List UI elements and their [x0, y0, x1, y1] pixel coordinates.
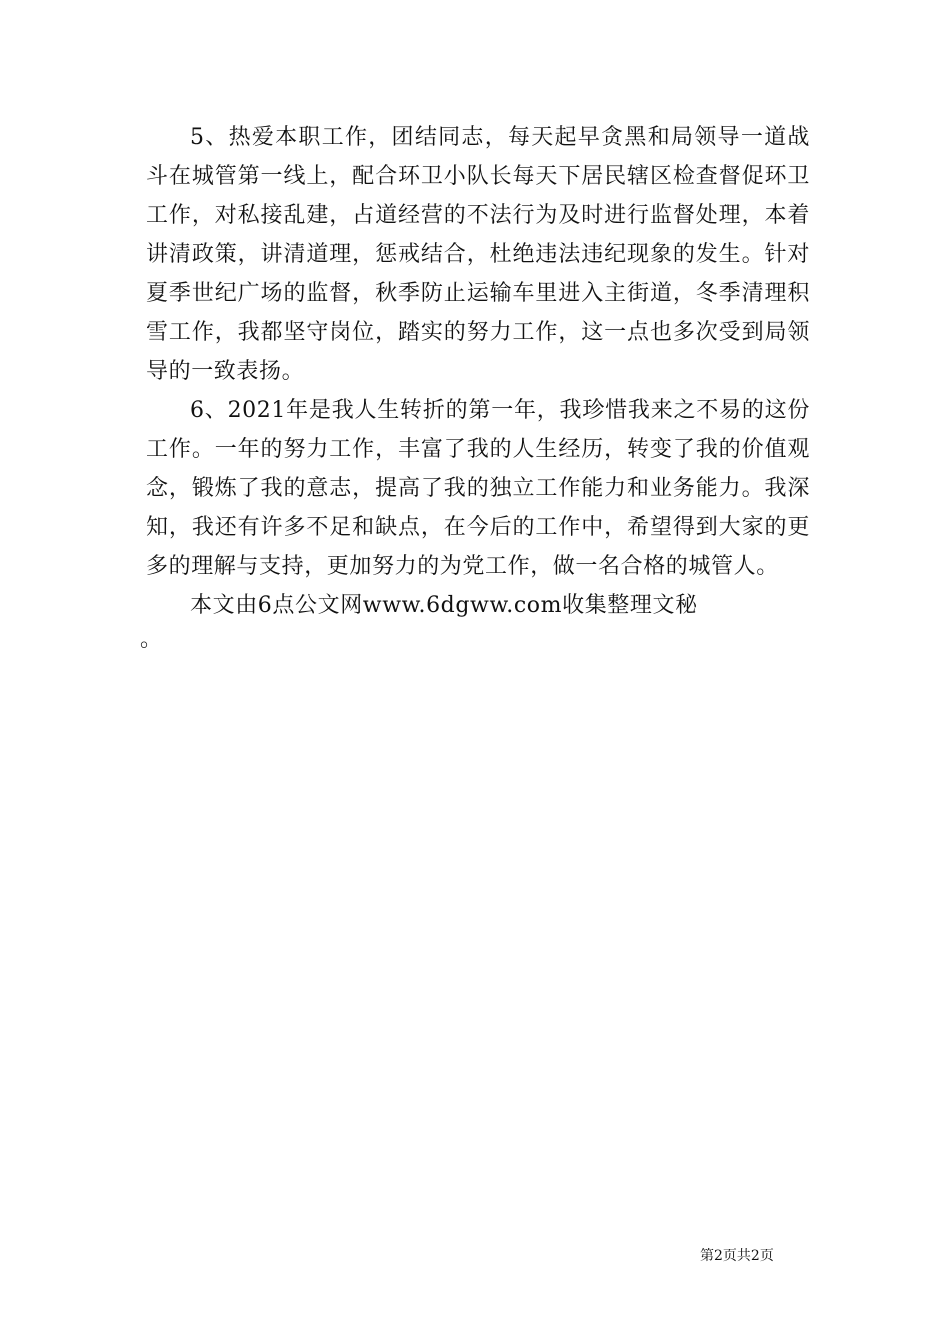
page-number-footer: 第2页共2页 — [700, 1248, 774, 1264]
paragraph-6: 6、2021年是我人生转折的第一年，我珍惜我来之不易的这份工作。一年的努力工作，丰富了我的人生经历，转变了我的价值观念，锻炼了我的意志，提高了我的独立工作能力和业务能力。我深知，我还有许多不足和缺点，在今后的工作中，希望得到大家的更多的理解与支持，更加努力的为党工作，做一名合格的城管人。 — [146, 398, 810, 579]
paragraph-5: 5、热爱本职工作，团结同志，每天起早贪黑和局领导一道战斗在城管第一线上，配合环卫小队长每天下居民辖区检查督促环卫工作，对私接乱建，占道经营的不法行为及时进行监督处理，本着讲清政策，讲清道理，惩戒结合，杜绝违法违纪现象的发生。针对夏季世纪广场的监督，秋季防止运输车里进入主街道，冬季清理积雪工作，我都坚守岗位，踏实的努力工作，这一点也多次受到局领导的一致表扬。 — [146, 125, 810, 384]
document-body — [140, 118, 810, 655]
trailing-mark: 。 — [140, 627, 163, 652]
source-note: 本文由6点公文网www.6dgww.com收集整理文秘 — [190, 593, 698, 618]
